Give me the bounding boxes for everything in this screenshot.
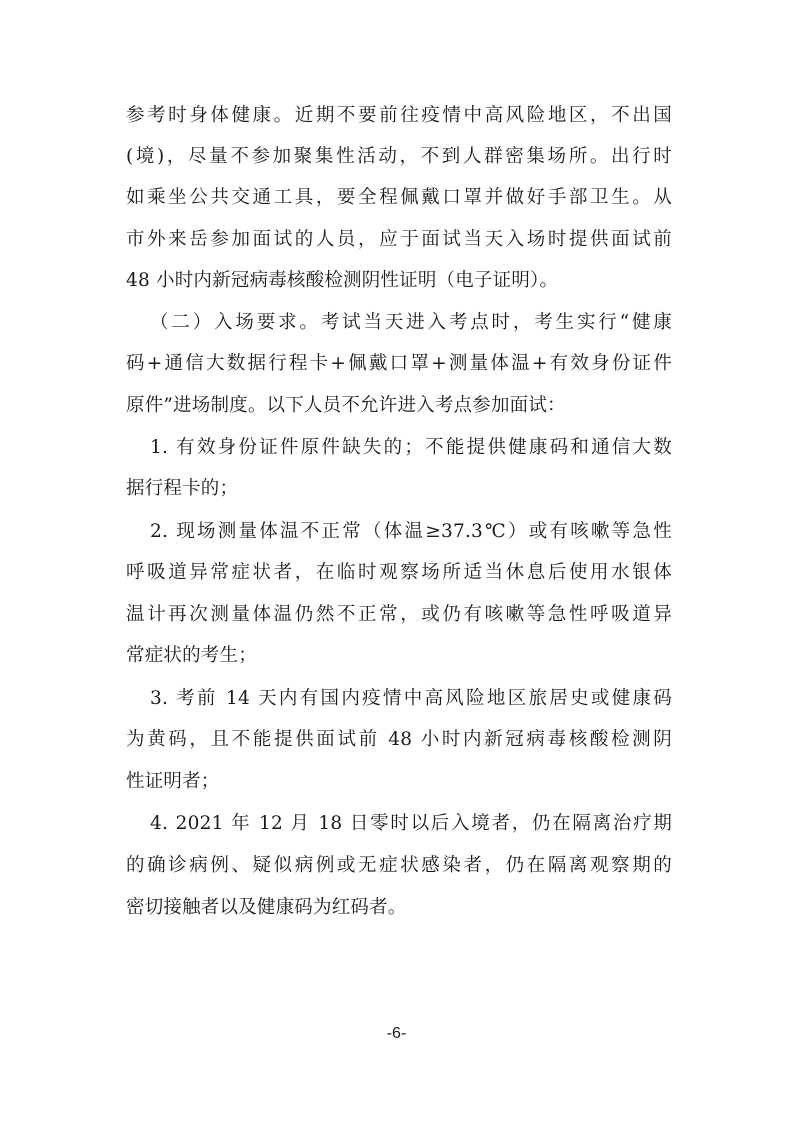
list-item-line: 的确诊病例、疑似病例或无症状感染者，仍在隔离观察期的 [126,855,672,876]
list-item-line: 为黄码，且不能提供面试前 48 小时内新冠病毒核酸检测阴 [126,729,672,750]
text-line: 原件”进场制度。以下人员不允许进入考点参加面试： [126,395,566,416]
list-item-line: 温计再次测量体温仍然不正常，或仍有咳嗽等急性呼吸道异 [126,604,672,625]
page-number: -6- [386,1025,407,1042]
list-item-line: 密切接触者以及健康码为红码者。 [126,897,407,918]
text-line: 市外来岳参加面试的人员，应于面试当天入场时提供面试前 [126,229,672,250]
list-item-line: 据行程卡的； [126,478,239,499]
list-item-line: 2. 现场测量体温不正常（体温≥37.3℃）或有咳嗽等急性 [150,521,672,542]
text-line: 参考时身体健康。近期不要前往疫情中高风险地区，不出国 [126,105,672,126]
list-item-line: 4. 2021 年 12 月 18 日零时以后入境者，仍在隔离治疗期 [150,813,672,834]
list-item-line: 1. 有效身份证件原件缺失的；不能提供健康码和通信大数 [150,437,672,458]
text-line: (境)，尽量不参加聚集性活动，不到人群密集场所。出行时 [126,146,672,167]
list-item-line: 性证明者； [126,771,220,792]
text-line: 如乘坐公共交通工具，要全程佩戴口罩并做好手部卫生。从 [126,187,672,208]
list-item-line: 常症状的考生； [126,645,257,666]
list-item-line: 呼吸道异常症状者，在临时观察场所适当休息后使用水银体 [126,562,672,583]
text-line: 码+通信大数据行程卡+佩戴口罩+测量体温+有效身份证件 [126,353,672,374]
text-line: 48 小时内新冠病毒核酸检测阴性证明（电子证明）。 [126,270,559,291]
text-line: （二）入场要求。考试当天进入考点时，考生实行“健康 [150,312,672,333]
list-item-line: 3. 考前 14 天内有国内疫情中高风险地区旅居史或健康码 [150,688,672,709]
